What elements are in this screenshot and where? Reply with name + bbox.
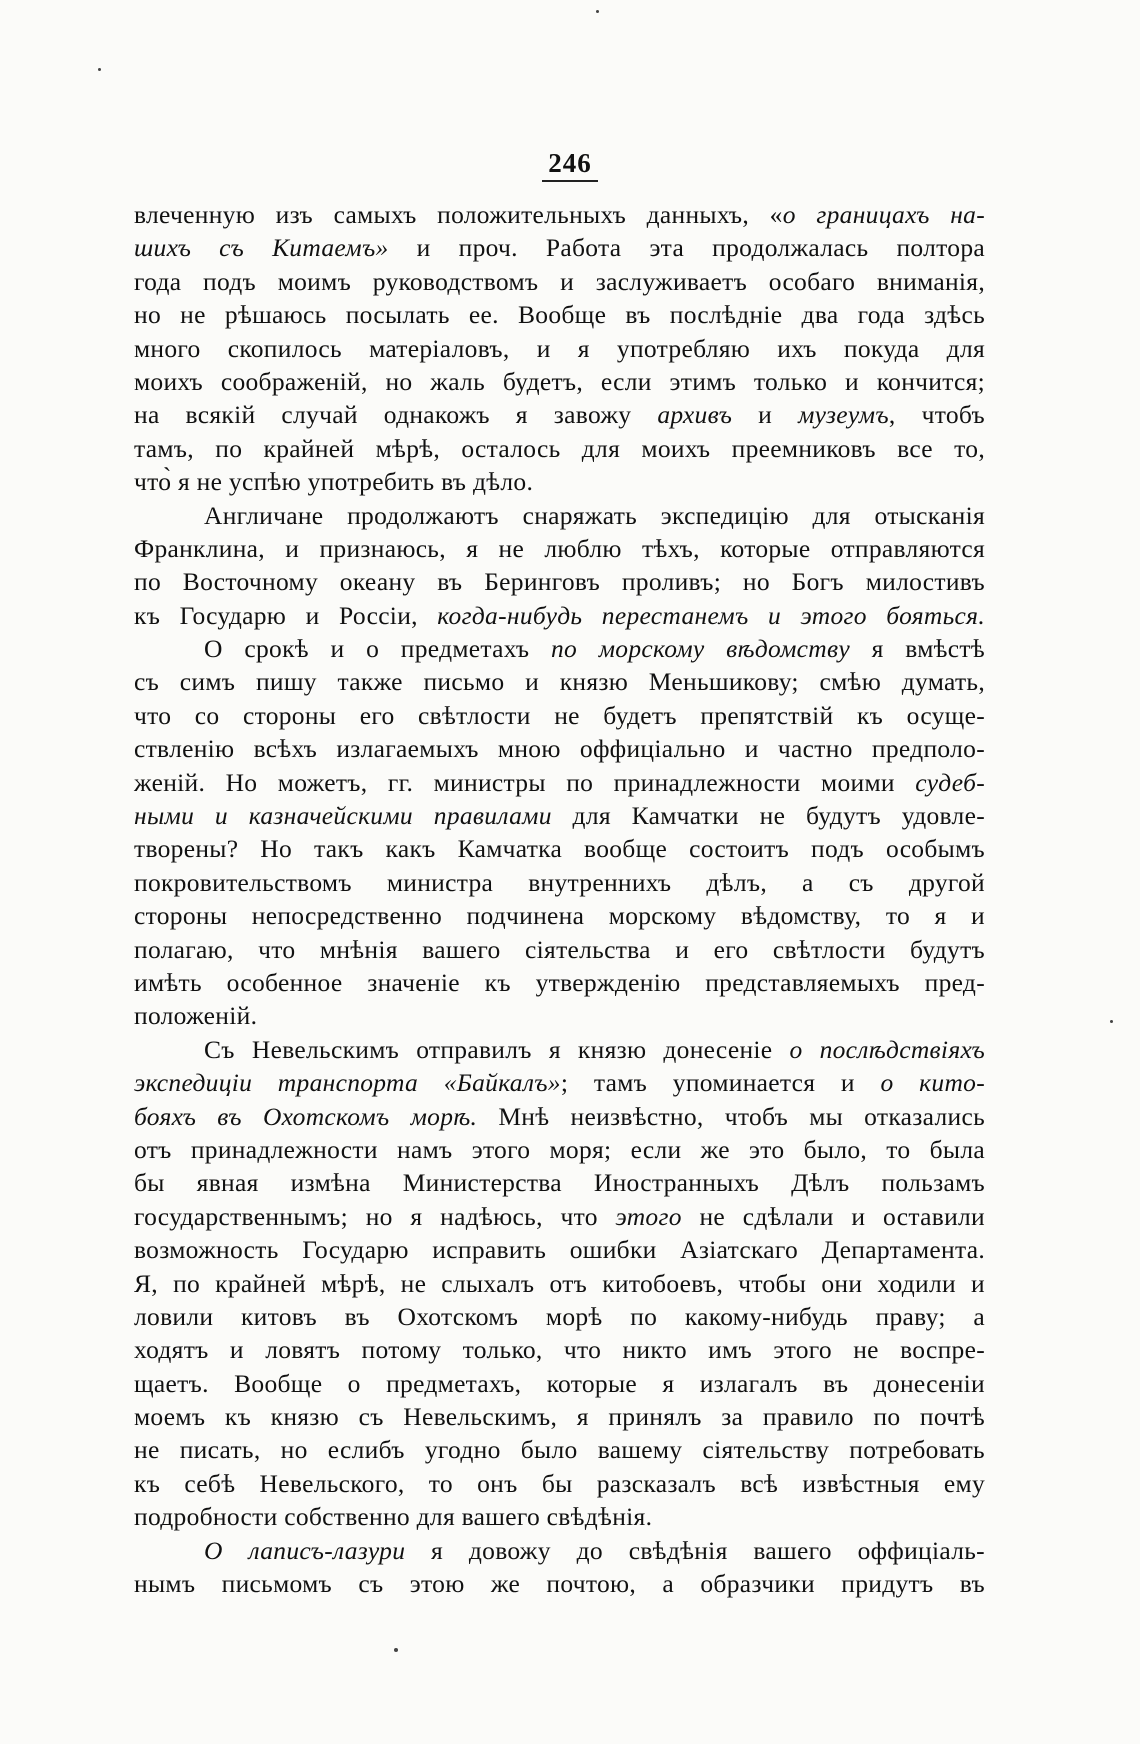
text-line xyxy=(134,499,985,532)
italic-text: музеумъ xyxy=(798,400,889,430)
text-run: полагаю, что мнѣнія вашего сіятельства и его свѣтлости будутъ xyxy=(134,934,985,964)
text-run: подробности собственно для вашего свѣдѣнія. xyxy=(134,1502,653,1532)
text-line xyxy=(134,465,985,498)
text-run: государственнымъ; но я надѣюсь, что xyxy=(134,1201,616,1231)
text-line xyxy=(134,265,985,298)
text-line xyxy=(134,1567,985,1600)
italic-text: бояхъ въ Охотскомъ морѣ. xyxy=(134,1101,478,1131)
text-run: моемъ къ князю съ Невельскимъ, я принялъ за правило по почтѣ xyxy=(134,1402,985,1432)
text-run: отъ принадлежности намъ этого моря; если же это было, то была xyxy=(134,1134,985,1164)
text-run: О срокѣ и о предметахъ xyxy=(204,634,551,664)
text-run: года подъ моимъ руководствомъ и заслуживаетъ особаго вниманія, xyxy=(134,266,985,296)
text-line xyxy=(134,866,985,899)
text-line xyxy=(134,599,985,632)
text-run: нымъ письмомъ съ этою же почтою, а образчики придутъ въ xyxy=(134,1569,985,1599)
italic-text: судеб- xyxy=(915,767,985,797)
text-run: ловили китовъ въ Охотскомъ морѣ по какому-нибудь праву; а xyxy=(134,1301,985,1331)
text-run: покровительствомъ министра внутреннихъ дѣлъ, а съ другой xyxy=(134,867,985,897)
text-line xyxy=(134,1333,985,1366)
text-line xyxy=(134,1267,985,1300)
scan-speck xyxy=(1110,1020,1113,1023)
text-line xyxy=(134,1367,985,1400)
text-run: что̀ я не успѣю употребить въ дѣло. xyxy=(134,467,534,497)
italic-text: экспедиціи транспорта «Байкалъ» xyxy=(134,1068,561,1098)
text-line xyxy=(134,332,985,365)
text-line xyxy=(134,732,985,765)
text-run: женій. Но можетъ, гг. министры по принадлежности моими xyxy=(134,767,916,797)
text-run: но не рѣшаюсь посылать ее. Вообще въ послѣдніе два года здѣсь xyxy=(134,300,985,330)
text-run: Франклина, и признаюсь, я не люблю тѣхъ, которые отправляются xyxy=(134,533,985,563)
text-line xyxy=(134,198,985,231)
text-run: для Камчатки не будутъ удовле- xyxy=(551,801,985,831)
italic-text: о границахъ на- xyxy=(782,200,985,229)
text-run: ходятъ и ловятъ потому только, что никто имъ этого не воспре- xyxy=(134,1335,985,1365)
text-line xyxy=(134,999,985,1032)
text-line xyxy=(134,298,985,331)
text-line xyxy=(134,532,985,565)
text-line xyxy=(134,565,985,598)
text-run: возможность Государю исправить ошибки Азіатскаго Департамента. xyxy=(134,1235,985,1265)
text-line xyxy=(134,766,985,799)
text-run: я довожу до свѣдѣнія вашего оффиціаль- xyxy=(405,1535,985,1565)
text-line xyxy=(134,365,985,398)
text-line xyxy=(134,1200,985,1233)
text-line xyxy=(134,1467,985,1500)
text-run: творены? Но такъ какъ Камчатка вообще состоитъ подъ особымъ xyxy=(134,834,985,864)
text-line xyxy=(134,933,985,966)
text-run: на всякій случай однакожъ я завожу xyxy=(134,400,658,430)
italic-text: о послѣдствіяхъ xyxy=(789,1034,985,1064)
italic-text: архивъ xyxy=(657,400,733,430)
italic-text: о кито- xyxy=(880,1068,986,1098)
text-line xyxy=(134,899,985,932)
text-line xyxy=(134,632,985,665)
text-line xyxy=(134,1300,985,1333)
text-run: я вмѣстѣ xyxy=(850,634,986,664)
text-run: щаетъ. Вообще о предметахъ, которые я излагалъ въ донесеніи xyxy=(134,1368,985,1398)
text-run: что со стороны его свѣтлости не будетъ препятствій къ осуще- xyxy=(134,700,985,730)
text-run: къ себѣ Невельского, то онъ бы разсказалъ всѣ извѣстныя ему xyxy=(134,1468,985,1498)
text-line xyxy=(134,1133,985,1166)
text-line xyxy=(134,1033,985,1066)
text-run: по Восточному океану въ Беринговъ проливъ; но Богъ милостивъ xyxy=(134,567,985,597)
text-line xyxy=(134,231,985,264)
scan-speck xyxy=(394,1648,398,1652)
italic-text: ными и казначейскими правилами xyxy=(134,801,552,831)
scan-speck xyxy=(596,10,599,13)
text-line xyxy=(134,398,985,431)
text-line xyxy=(134,799,985,832)
italic-text: когда-нибудь перестанемъ и этого бояться. xyxy=(437,600,985,630)
text-line xyxy=(134,832,985,865)
text-run: стороны непосредственно подчинена морскому вѣдомству, то я и xyxy=(134,901,985,931)
text-line xyxy=(134,665,985,698)
text-run: , чтобъ xyxy=(888,400,985,430)
text-run: Англичане продолжаютъ снаряжать экспедицію для отысканія xyxy=(204,500,985,530)
text-line xyxy=(134,1166,985,1199)
text-line xyxy=(134,1066,985,1099)
text-run: бы явная измѣна Министерства Иностранныхъ Дѣлъ пользамъ xyxy=(134,1168,985,1198)
text-line xyxy=(134,699,985,732)
text-run: и проч. Работа эта продолжалась полтора xyxy=(388,233,985,263)
text-line xyxy=(134,1500,985,1533)
text-run: къ Государю и Россіи, xyxy=(134,600,438,630)
text-line xyxy=(134,1433,985,1466)
text-run: ствленію всѣхъ излагаемыхъ мною оффиціально и частно предполо- xyxy=(134,734,985,764)
text-run: Съ Невельскимъ отправилъ я князю донесеніе xyxy=(204,1034,790,1064)
text-run: положеній. xyxy=(134,1001,258,1031)
italic-text: этого xyxy=(615,1201,682,1231)
text-run: съ симъ пишу также письмо и князю Меньшикову; смѣю думать, xyxy=(134,667,985,697)
text-run: и xyxy=(732,400,799,430)
text-run: не сдѣлали и оставили xyxy=(681,1201,985,1231)
text-line xyxy=(134,1534,985,1567)
italic-text: по морскому вѣдомству xyxy=(550,634,851,664)
text-run: влеченную изъ самыхъ положительныхъ данныхъ, « xyxy=(134,200,783,229)
text-run: тамъ, по крайней мѣрѣ, осталось для моихъ преемниковъ все то, xyxy=(134,433,985,463)
text-line xyxy=(134,432,985,465)
italic-text: О лаписъ-лазури xyxy=(204,1535,406,1565)
text-run: Я, по крайней мѣрѣ, не слыхалъ отъ китобоевъ, чтобы они ходили и xyxy=(134,1268,985,1298)
scan-speck xyxy=(98,68,101,71)
text-run: много скопилось матеріаловъ, и я употребляю ихъ покуда для xyxy=(134,333,985,363)
text-run: ; тамъ упоминается и xyxy=(560,1068,881,1098)
text-line xyxy=(134,1400,985,1433)
italic-text: шихъ съ Китаемъ» xyxy=(134,233,389,263)
text-line xyxy=(134,1100,985,1133)
text-run: не писать, но еслибъ угодно было вашему сіятельству потребовать xyxy=(134,1435,985,1465)
text-run: Мнѣ неизвѣстно, чтобъ мы отказались xyxy=(477,1101,985,1131)
text-run: имѣть особенное значеніе къ утвержденію представляемыхъ пред- xyxy=(134,967,985,997)
text-line xyxy=(134,1233,985,1266)
body-text xyxy=(134,198,985,1600)
text-run: моихъ соображеній, но жаль будетъ, если этимъ только и кончится; xyxy=(134,366,985,396)
text-line xyxy=(134,966,985,999)
page-number: 246 xyxy=(0,148,1140,179)
